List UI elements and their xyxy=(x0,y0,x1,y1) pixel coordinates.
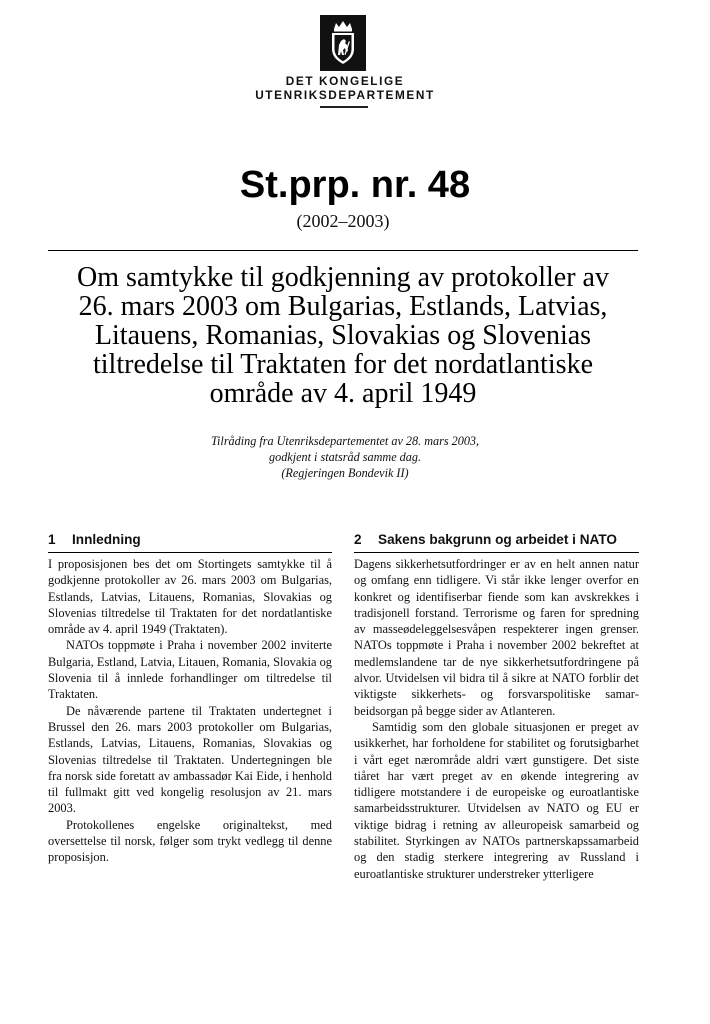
section-title: Sakens bakgrunn og arbeidet i NATO xyxy=(378,532,617,547)
section-number: 1 xyxy=(48,532,56,547)
section-sakens-bakgrunn xyxy=(354,528,639,882)
approval-note xyxy=(150,433,540,481)
approval-line-1: Tilråding fra Utenriksdepartementet av 28. mars 2003, xyxy=(210,434,480,448)
paragraph: De nåværende partene til Traktaten undertegnet i Brussel den 26. mars 2003 protokoller om Bulgarias, Estlands, Latvias, Litauens, Romanias, Slovakias og Slovenias tiltredelse til Traktaten. Undertegningen ble fra norsk side foretatt av ambassadør Kai Eide, i henhold til fullmakt gitt ved kongelig resolusjon av 21. mars 2003. xyxy=(48,703,332,816)
section-heading xyxy=(354,528,639,553)
document-title: St.prp. nr. 48 xyxy=(239,164,471,206)
document-session-years: (2002–2003) xyxy=(296,211,390,231)
section-title: Innledning xyxy=(72,532,141,547)
section-innledning xyxy=(48,528,332,866)
section-heading xyxy=(48,528,332,553)
paragraph: Dagens sikkerhetsutfordringer er av en helt annen natur og omfang enn tidligere. Vi står ikke lenger overfor en konkret og identifiserbar fiende som kan avskrekkes i tradisjonell forstand. Terrorisme og faren for spredning av masseødeleggelsesvåpen respekterer ingen grenser. NATOs toppmøte i Praha i november 2002 bekreftet at medlemslandene tar de nye sikkerhetsutfordringene på alvor. Utvidelsen vil bidra til å sikre at NATO forblir det viktigste sikkerhets- og forsvarspolitiske samarbeidsorgan på begge sider av Atlanteren. xyxy=(354,557,639,718)
paragraph: NATOs toppmøte i Praha i november 2002 inviterte Bulgaria, Estland, Latvia, Litauen, Romania, Slovakia og Slovenia til å innlede forhandlinger om tiltredelse til Traktaten. xyxy=(48,638,332,702)
paragraph: I proposisjonen bes det om Stortingets samtykke til å godkjenne protokoller av 26. mars 2003 om Bulgarias, Estlands, Latvias, Litauens, Romanias, Slovakias og Slovenias tiltredelse til Traktaten for det nordatlantiske område av 4. april 1949 (Traktaten). xyxy=(48,557,332,637)
section-number: 2 xyxy=(354,532,362,547)
title-divider xyxy=(48,250,638,251)
paragraph: Samtidig som den globale situasjonen er preget av usikkerhet, har forholdene for stabilitet og forutsigbarhet i vårt eget nærområde aldri vært gunstigere. Det siste tiåret har vært preget av en økende integrering av tidligere motstandere i de europeiske og euroatlantiske samarbeidsstrukturer. Utvidelsen av NATO og EU er viktige bidrag i retning av alleuropeisk samarbeid og stabilitet. Styrkingen av NATOs partnerskapssamarbeid og den stadig sterkere integrering av Russland i euroatlantiske strukturer understreker ytterligere xyxy=(354,719,639,881)
approval-line-3: (Regjeringen Bondevik II) xyxy=(281,466,409,480)
approval-line-2: godkjent i statsråd samme dag. xyxy=(269,450,421,464)
royal-coat-of-arms-icon xyxy=(320,15,366,71)
ministry-divider xyxy=(320,106,368,108)
paragraph: Protokollenes engelske originaltekst, med oversettelse til norsk, følger som trykt vedlegg til denne proposisjon. xyxy=(48,817,332,865)
document-subject: Om samtykke til godkjenning av protokoller av 26. mars 2003 om Bulgarias, Estlands, Latvias, Litauens, Romanias, Slovakias og Slovenias tiltredelse til Traktaten for det nordatlantiske område av 4. april 1949 xyxy=(77,262,609,409)
ministry-name-line1: DET KONGELIGE xyxy=(285,74,405,88)
ministry-name-line2: UTENRIKSDEPARTEMENT xyxy=(255,88,435,102)
